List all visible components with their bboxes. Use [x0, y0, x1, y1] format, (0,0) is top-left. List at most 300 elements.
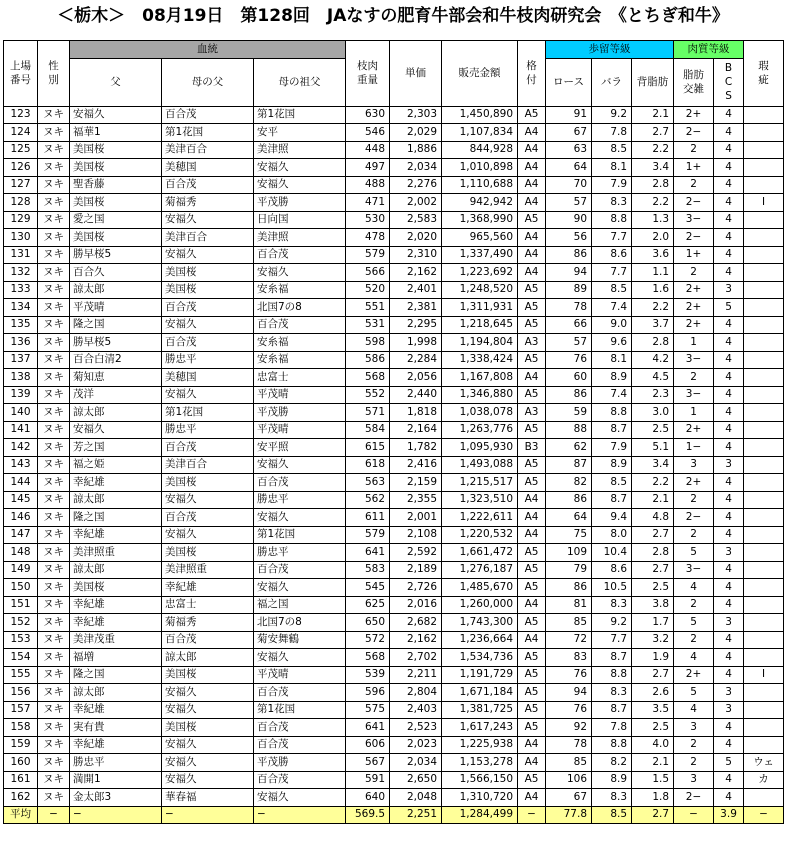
header-sire: 父: [70, 58, 162, 106]
cell-sire: 幸紀雄: [70, 736, 162, 754]
cell-marbling: 2: [674, 631, 714, 649]
cell-lot-no: 158: [4, 719, 38, 737]
cell-dam-grandsire: 百合茂: [254, 684, 346, 702]
cell-dam-sire: 美国桜: [162, 264, 254, 282]
cell-dam-grandsire: 安福久: [254, 509, 346, 527]
cell-bcs: 4: [714, 124, 744, 142]
cell-carcass-weight: 615: [346, 439, 390, 457]
cell-sire: 勝早桜5: [70, 334, 162, 352]
cell-grade: A4: [518, 176, 546, 194]
cell-dam-grandsire: 百合茂: [254, 474, 346, 492]
cell-grade: A4: [518, 596, 546, 614]
cell-rib: 9.6: [592, 334, 632, 352]
cell-lot-no: 136: [4, 334, 38, 352]
table-row: [4, 579, 784, 597]
table-row: [4, 281, 784, 299]
table-row: [4, 596, 784, 614]
cell-rib: 8.5: [592, 474, 632, 492]
header-dam-grandsire: 母の祖父: [254, 58, 346, 106]
cell-unit-price: 2,162: [390, 264, 442, 282]
cell-lot-no: 160: [4, 754, 38, 772]
cell-loin: 77.8: [546, 806, 592, 824]
cell-bcs: 3: [714, 614, 744, 632]
cell-loin: 67: [546, 789, 592, 807]
cell-sale-amount: 1,661,472: [442, 544, 518, 562]
cell-grade: A5: [518, 684, 546, 702]
cell-back-fat: 2.8: [632, 544, 674, 562]
cell-defect: [744, 789, 784, 807]
cell-sale-amount: 1,323,510: [442, 491, 518, 509]
cell-carcass-weight: 618: [346, 456, 390, 474]
cell-dam-grandsire: 安糸福: [254, 281, 346, 299]
cell-unit-price: 2,029: [390, 124, 442, 142]
cell-sex: ヌキ: [38, 456, 70, 474]
cell-unit-price: 2,401: [390, 281, 442, 299]
cell-loin: 86: [546, 579, 592, 597]
cell-bcs: 4: [714, 316, 744, 334]
cell-unit-price: 2,295: [390, 316, 442, 334]
cell-sale-amount: 1,218,645: [442, 316, 518, 334]
cell-dam-sire: 安福久: [162, 526, 254, 544]
table-row: [4, 509, 784, 527]
cell-back-fat: 4.0: [632, 736, 674, 754]
cell-dam-grandsire: 菊安舞鶴: [254, 631, 346, 649]
table-row: [4, 141, 784, 159]
cell-carcass-weight: 562: [346, 491, 390, 509]
cell-dam-sire: 百合茂: [162, 631, 254, 649]
cell-carcass-weight: 488: [346, 176, 390, 194]
cell-sex: ヌキ: [38, 491, 70, 509]
cell-back-fat: 1.9: [632, 649, 674, 667]
cell-rib: 8.8: [592, 211, 632, 229]
cell-lot-no: 127: [4, 176, 38, 194]
cell-lot-no: 154: [4, 649, 38, 667]
cell-dam-sire: 美国桜: [162, 544, 254, 562]
cell-unit-price: 2,211: [390, 666, 442, 684]
cell-sex: ヌキ: [38, 754, 70, 772]
cell-sire: 幸紀雄: [70, 474, 162, 492]
cell-grade: A4: [518, 159, 546, 177]
table-row: [4, 439, 784, 457]
cell-lot-no: 142: [4, 439, 38, 457]
cell-bcs: 3.9: [714, 806, 744, 824]
cell-sale-amount: 1,223,692: [442, 264, 518, 282]
cell-defect: [744, 684, 784, 702]
cell-lot-no: 134: [4, 299, 38, 317]
cell-sire: 勝忠平: [70, 754, 162, 772]
cell-loin: 81: [546, 596, 592, 614]
cell-carcass-weight: 448: [346, 141, 390, 159]
cell-unit-price: 2,276: [390, 176, 442, 194]
cell-loin: 86: [546, 246, 592, 264]
cell-sale-amount: 1,346,880: [442, 386, 518, 404]
cell-grade: A5: [518, 351, 546, 369]
header-carcass-weight: 枝肉 重量: [346, 41, 390, 107]
cell-bcs: 4: [714, 211, 744, 229]
cell-marbling: 1+: [674, 246, 714, 264]
cell-grade: A5: [518, 544, 546, 562]
cell-carcass-weight: 520: [346, 281, 390, 299]
cell-carcass-weight: 640: [346, 789, 390, 807]
cell-bcs: 4: [714, 106, 744, 124]
cell-lot-no: 150: [4, 579, 38, 597]
cell-rib: 8.2: [592, 754, 632, 772]
cell-sale-amount: 1,284,499: [442, 806, 518, 824]
table-row: [4, 369, 784, 387]
cell-bcs: 4: [714, 526, 744, 544]
cell-rib: 8.9: [592, 456, 632, 474]
cell-dam-sire: −: [162, 806, 254, 824]
cell-sex: ヌキ: [38, 316, 70, 334]
cell-back-fat: 3.7: [632, 316, 674, 334]
cell-sex: ヌキ: [38, 684, 70, 702]
cell-defect: [744, 456, 784, 474]
cell-sex: ヌキ: [38, 351, 70, 369]
cell-lot-no: 130: [4, 229, 38, 247]
average-row: [4, 806, 784, 824]
cell-grade: A4: [518, 124, 546, 142]
cell-carcass-weight: 471: [346, 194, 390, 212]
cell-bcs: 4: [714, 789, 744, 807]
cell-back-fat: 2.2: [632, 194, 674, 212]
cell-unit-price: 2,189: [390, 561, 442, 579]
cell-unit-price: 2,416: [390, 456, 442, 474]
table-row: [4, 526, 784, 544]
cell-unit-price: 2,381: [390, 299, 442, 317]
cell-unit-price: 2,048: [390, 789, 442, 807]
cell-defect: [744, 544, 784, 562]
table-row: [4, 299, 784, 317]
cell-marbling: 1: [674, 334, 714, 352]
cell-defect: [744, 526, 784, 544]
cell-marbling: 1+: [674, 159, 714, 177]
cell-back-fat: 3.4: [632, 456, 674, 474]
cell-defect: [744, 386, 784, 404]
cell-rib: 9.2: [592, 614, 632, 632]
cell-sale-amount: 1,617,243: [442, 719, 518, 737]
cell-sale-amount: 1,260,000: [442, 596, 518, 614]
cell-sire: 美国桜: [70, 229, 162, 247]
cell-loin: 85: [546, 754, 592, 772]
cell-dam-sire: 忠富士: [162, 596, 254, 614]
cell-back-fat: 3.8: [632, 596, 674, 614]
cell-unit-price: 2,583: [390, 211, 442, 229]
cell-grade: A5: [518, 299, 546, 317]
cell-rib: 8.9: [592, 771, 632, 789]
cell-back-fat: 3.4: [632, 159, 674, 177]
cell-marbling: 2+: [674, 474, 714, 492]
cell-rib: 8.5: [592, 141, 632, 159]
cell-dam-sire: 諒太郎: [162, 649, 254, 667]
cell-marbling: 2: [674, 369, 714, 387]
cell-sex: ヌキ: [38, 421, 70, 439]
cell-back-fat: 1.1: [632, 264, 674, 282]
header-yield-grade: 歩留等級: [546, 41, 674, 59]
cell-sale-amount: 942,942: [442, 194, 518, 212]
table-row: [4, 246, 784, 264]
header-lot-no: 上場 番号: [4, 41, 38, 107]
cell-sex: ヌキ: [38, 106, 70, 124]
cell-carcass-weight: 579: [346, 526, 390, 544]
cell-carcass-weight: 571: [346, 404, 390, 422]
cell-carcass-weight: 478: [346, 229, 390, 247]
cell-back-fat: 2.2: [632, 141, 674, 159]
cell-dam-sire: 美穂国: [162, 369, 254, 387]
cell-dam-grandsire: 第1花国: [254, 701, 346, 719]
cell-dam-grandsire: −: [254, 806, 346, 824]
cell-dam-sire: 安福久: [162, 771, 254, 789]
cell-unit-price: 2,682: [390, 614, 442, 632]
cell-dam-sire: 第1花国: [162, 124, 254, 142]
cell-defect: [744, 649, 784, 667]
cell-bcs: 4: [714, 194, 744, 212]
cell-lot-no: 133: [4, 281, 38, 299]
cell-marbling: 2+: [674, 666, 714, 684]
cell-bcs: 4: [714, 561, 744, 579]
cell-marbling: 2: [674, 754, 714, 772]
cell-dam-sire: 安福久: [162, 386, 254, 404]
cell-grade: A4: [518, 194, 546, 212]
cell-sire: 金太郎3: [70, 789, 162, 807]
cell-bcs: 4: [714, 439, 744, 457]
table-row: [4, 736, 784, 754]
cell-unit-price: 1,782: [390, 439, 442, 457]
cell-bcs: 4: [714, 631, 744, 649]
cell-lot-no: 161: [4, 771, 38, 789]
cell-dam-sire: 百合茂: [162, 334, 254, 352]
cell-sire: 安福久: [70, 421, 162, 439]
cell-defect: [744, 316, 784, 334]
cell-sex: ヌキ: [38, 719, 70, 737]
cell-dam-grandsire: 第1花国: [254, 106, 346, 124]
cell-loin: 66: [546, 316, 592, 334]
cell-sex: ヌキ: [38, 614, 70, 632]
cell-marbling: 2+: [674, 316, 714, 334]
table-row: [4, 701, 784, 719]
cell-dam-sire: 美津百合: [162, 456, 254, 474]
cell-sale-amount: 1,338,424: [442, 351, 518, 369]
cell-unit-price: 1,886: [390, 141, 442, 159]
cell-lot-no: 148: [4, 544, 38, 562]
cell-sale-amount: 1,276,187: [442, 561, 518, 579]
cell-dam-grandsire: 忠富士: [254, 369, 346, 387]
cell-loin: 106: [546, 771, 592, 789]
cell-carcass-weight: 551: [346, 299, 390, 317]
cell-lot-no: 151: [4, 596, 38, 614]
cell-grade: A5: [518, 579, 546, 597]
cell-grade: A4: [518, 369, 546, 387]
cell-unit-price: 2,162: [390, 631, 442, 649]
cell-defect: [744, 561, 784, 579]
cell-bcs: 4: [714, 386, 744, 404]
cell-unit-price: 2,592: [390, 544, 442, 562]
cell-bcs: 3: [714, 684, 744, 702]
cell-defect: −: [744, 806, 784, 824]
cell-back-fat: 2.8: [632, 334, 674, 352]
cell-defect: [744, 106, 784, 124]
cell-bcs: 4: [714, 369, 744, 387]
cell-defect: [744, 229, 784, 247]
table-row: [4, 159, 784, 177]
cell-dam-sire: 美穂国: [162, 159, 254, 177]
cell-bcs: 5: [714, 754, 744, 772]
header-back-fat: 背脂肪: [632, 58, 674, 106]
cell-lot-no: 145: [4, 491, 38, 509]
cell-sale-amount: 1,493,088: [442, 456, 518, 474]
cell-rib: 8.7: [592, 491, 632, 509]
cell-back-fat: 1.3: [632, 211, 674, 229]
cell-loin: 91: [546, 106, 592, 124]
cell-sex: ヌキ: [38, 771, 70, 789]
cell-sire: 勝早桜5: [70, 246, 162, 264]
cell-dam-grandsire: 安福久: [254, 264, 346, 282]
cell-marbling: 2−: [674, 789, 714, 807]
cell-back-fat: 4.5: [632, 369, 674, 387]
cell-lot-no: 162: [4, 789, 38, 807]
table-row: [4, 561, 784, 579]
cell-grade: A4: [518, 509, 546, 527]
cell-rib: 7.7: [592, 631, 632, 649]
cell-marbling: 3−: [674, 386, 714, 404]
table-row: [4, 124, 784, 142]
cell-unit-price: 2,440: [390, 386, 442, 404]
table-row: [4, 754, 784, 772]
cell-loin: 94: [546, 684, 592, 702]
cell-unit-price: 2,650: [390, 771, 442, 789]
cell-bcs: 4: [714, 229, 744, 247]
cell-loin: 79: [546, 561, 592, 579]
table-row: [4, 229, 784, 247]
cell-grade: −: [518, 806, 546, 824]
cell-lot-no: 139: [4, 386, 38, 404]
cell-grade: A5: [518, 386, 546, 404]
cell-dam-grandsire: 勝忠平: [254, 491, 346, 509]
cell-carcass-weight: 598: [346, 334, 390, 352]
cell-carcass-weight: 591: [346, 771, 390, 789]
cell-unit-price: 2,726: [390, 579, 442, 597]
cell-defect: [744, 141, 784, 159]
cell-marbling: 1−: [674, 439, 714, 457]
cell-loin: 94: [546, 264, 592, 282]
cell-defect: カ: [744, 771, 784, 789]
cell-dam-sire: 百合茂: [162, 299, 254, 317]
table-row: [4, 456, 784, 474]
cell-rib: 7.4: [592, 386, 632, 404]
cell-carcass-weight: 596: [346, 684, 390, 702]
header-defect: 瑕 疵: [744, 41, 784, 107]
cell-sex: ヌキ: [38, 404, 70, 422]
cell-lot-no: 126: [4, 159, 38, 177]
cell-unit-price: 2,403: [390, 701, 442, 719]
cell-dam-sire: 百合茂: [162, 106, 254, 124]
cell-sex: ヌキ: [38, 246, 70, 264]
cell-loin: 82: [546, 474, 592, 492]
cell-dam-grandsire: 美津照: [254, 229, 346, 247]
cell-bcs: 4: [714, 351, 744, 369]
cell-lot-no: 152: [4, 614, 38, 632]
cell-defect: [744, 211, 784, 229]
cell-sire: 幸紀雄: [70, 596, 162, 614]
cell-back-fat: 1.7: [632, 614, 674, 632]
cell-sex: ヌキ: [38, 211, 70, 229]
table-row: [4, 719, 784, 737]
cell-sire: 諒太郎: [70, 281, 162, 299]
cell-dam-sire: 百合茂: [162, 176, 254, 194]
cell-dam-sire: 幸紀雄: [162, 579, 254, 597]
cell-defect: I: [744, 666, 784, 684]
cell-carcass-weight: 563: [346, 474, 390, 492]
cell-grade: A4: [518, 264, 546, 282]
cell-unit-price: 2,016: [390, 596, 442, 614]
header-bcs: B C S: [714, 58, 744, 106]
cell-marbling: 2+: [674, 421, 714, 439]
cell-marbling: 2−: [674, 509, 714, 527]
table-row: [4, 421, 784, 439]
cell-loin: 70: [546, 176, 592, 194]
cell-marbling: 2: [674, 736, 714, 754]
cell-grade: A4: [518, 229, 546, 247]
cell-sex: ヌキ: [38, 544, 70, 562]
table-row: [4, 176, 784, 194]
cell-back-fat: 3.0: [632, 404, 674, 422]
cell-rib: 8.1: [592, 159, 632, 177]
cell-carcass-weight: 606: [346, 736, 390, 754]
cell-back-fat: 5.1: [632, 439, 674, 457]
cell-sex: ヌキ: [38, 386, 70, 404]
cell-marbling: 2+: [674, 106, 714, 124]
cell-sale-amount: 1,038,078: [442, 404, 518, 422]
cell-lot-no: 143: [4, 456, 38, 474]
cell-dam-grandsire: 日向国: [254, 211, 346, 229]
cell-marbling: 2−: [674, 194, 714, 212]
cell-defect: [744, 719, 784, 737]
cell-loin: 76: [546, 666, 592, 684]
cell-carcass-weight: 545: [346, 579, 390, 597]
cell-carcass-weight: 567: [346, 754, 390, 772]
cell-rib: 8.7: [592, 649, 632, 667]
cell-defect: [744, 176, 784, 194]
cell-carcass-weight: 568: [346, 649, 390, 667]
cell-unit-price: 2,303: [390, 106, 442, 124]
cell-dam-sire: 勝忠平: [162, 351, 254, 369]
cell-back-fat: 2.2: [632, 474, 674, 492]
cell-carcass-weight: 531: [346, 316, 390, 334]
cell-carcass-weight: 641: [346, 544, 390, 562]
cell-lot-no: 124: [4, 124, 38, 142]
cell-bcs: 4: [714, 509, 744, 527]
cell-sex: ヌキ: [38, 159, 70, 177]
cell-sex: ヌキ: [38, 561, 70, 579]
cell-dam-grandsire: 平茂晴: [254, 666, 346, 684]
cell-loin: 88: [546, 421, 592, 439]
cell-grade: A5: [518, 649, 546, 667]
cell-sale-amount: 1,191,729: [442, 666, 518, 684]
cell-dam-grandsire: 百合茂: [254, 736, 346, 754]
cell-marbling: 2+: [674, 281, 714, 299]
cell-back-fat: 2.1: [632, 754, 674, 772]
header-sex: 性 別: [38, 41, 70, 107]
cell-sire: 美国桜: [70, 194, 162, 212]
cell-marbling: 3−: [674, 351, 714, 369]
cell-sex: ヌキ: [38, 281, 70, 299]
cell-grade: A4: [518, 491, 546, 509]
cell-back-fat: 2.5: [632, 719, 674, 737]
page-title: ＜栃木＞ 08月19日 第128回 JAなすの肥育牛部会和牛枝肉研究会 《とちぎ和牛》: [57, 6, 729, 26]
cell-sire: 百合久: [70, 264, 162, 282]
cell-dam-grandsire: 百合茂: [254, 561, 346, 579]
cell-marbling: −: [674, 806, 714, 824]
cell-marbling: 3: [674, 456, 714, 474]
